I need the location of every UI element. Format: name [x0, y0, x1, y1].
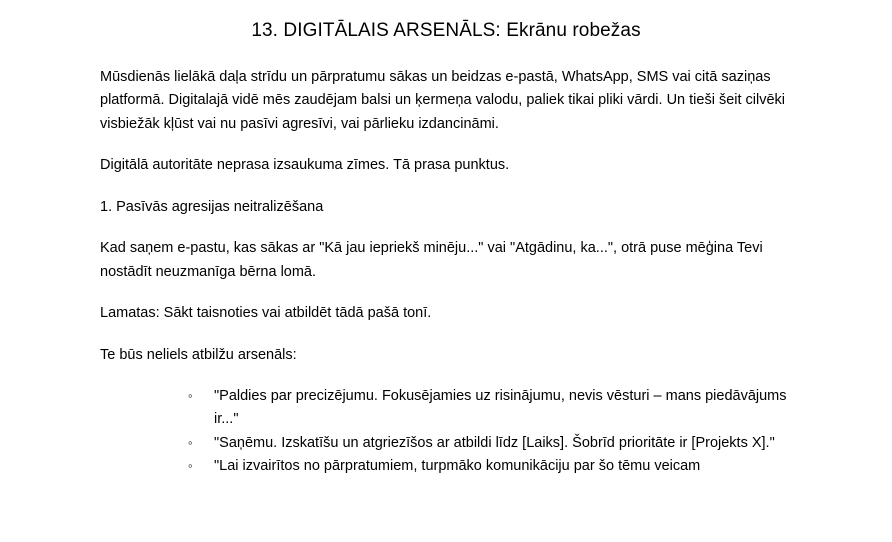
- list-item: [186, 385, 792, 432]
- circle-bullet-icon: ◦: [188, 388, 193, 403]
- list-item-label: "Lai izvairītos no pārpratumiem, turpmāko komunikāciju par šo tēmu veicam: [214, 458, 701, 475]
- list-item-label: "Saņēmu. Izskatīšu un atgriezīšos ar atbildi līdz [Laiks]. Šobrīd prioritāte ir [Projekts X].": [214, 434, 775, 451]
- list-item-label: "Paldies par precizējumu. Fokusējamies uz risinājumu, nevis vēsturi – mans piedāvājums ir...": [214, 388, 787, 428]
- circle-bullet-icon: ◦: [188, 434, 193, 450]
- page-title: 13. DIGITĀLAIS ARSENĀLS: Ekrānu robežas: [251, 20, 641, 41]
- paragraph-authority: Digitālā autoritāte neprasa izsaukuma zīmes. Tā prasa punktus.: [100, 157, 510, 174]
- paragraph-scenario: Kad saņem e-pastu, kas sākas ar "Kā jau iepriekš minēju..." vai "Atgādinu, ka...", otrā puse mēģina Tevi nostādīt neuzmanīga bērna lomā.: [100, 240, 763, 280]
- arsenal-response-list: [186, 385, 792, 479]
- paragraph-arsenal-intro: Te būs neliels atbilžu arsenāls:: [100, 346, 297, 363]
- paragraph-trap: Lamatas: Sākt taisnoties vai atbildēt tādā pašā tonī.: [100, 305, 432, 322]
- section-heading-passive-aggression: 1. Pasīvās agresijas neitralizēšana: [100, 198, 324, 215]
- paragraph-intro: Mūsdienās lielākā daļa strīdu un pārpratumu sākas un beidzas e-pastā, WhatsApp, SMS vai citā saziņas platformā. Digitalajā vidē mēs zaudējam balsi un ķermeņa valodu, paliek tikai pliki vārdi. Un tieši šeit cilvēki visbiežāk kļūst vai nu pasīvi agresīvi, vai pārlieku izdancināmi.: [100, 68, 786, 132]
- list-item: [186, 432, 792, 455]
- list-item: [186, 455, 792, 478]
- circle-bullet-icon: ◦: [188, 458, 193, 474]
